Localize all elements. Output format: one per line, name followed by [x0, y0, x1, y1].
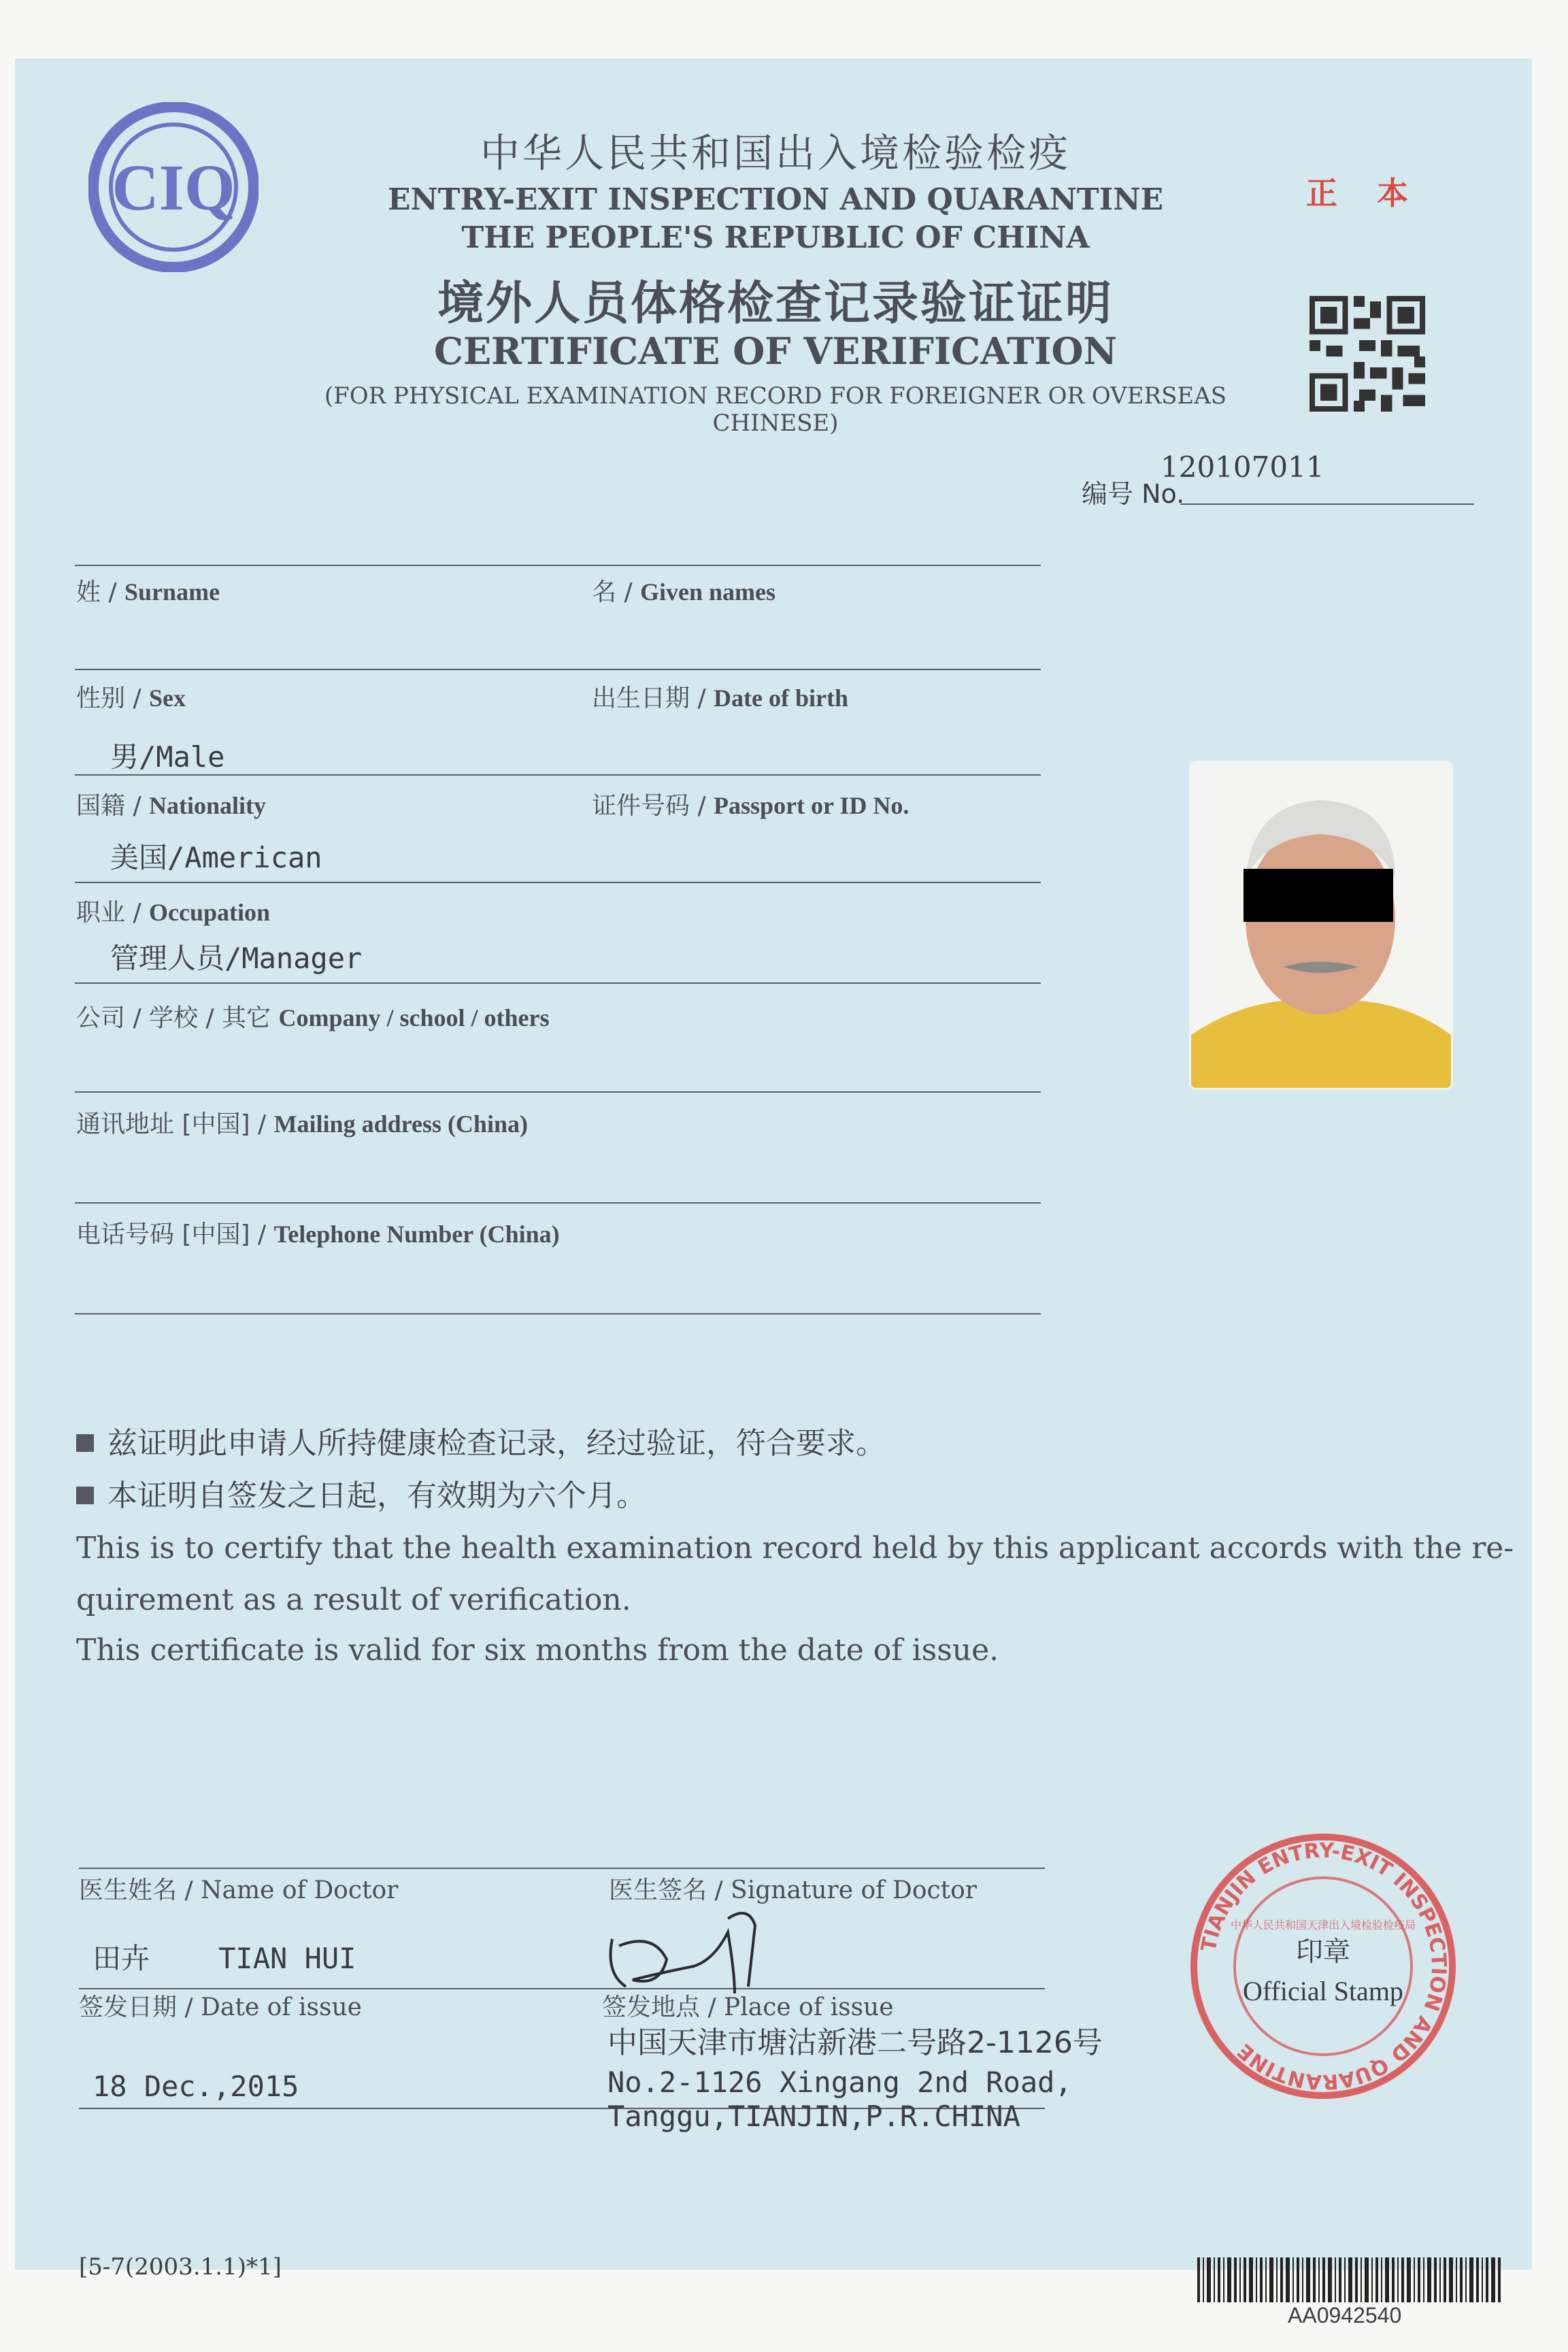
passport-label: 证件号码 / Passport or ID No. [592, 792, 910, 820]
doctor-name-value: 田卉 TIAN HUI [93, 1942, 356, 1975]
nationality-label: 国籍 / Nationality [76, 792, 267, 820]
statement-en-2: quirement as a result of verification. [76, 1583, 631, 1617]
stamp-center-text: 中华人民共和国天津出入境检验检疫局 [1230, 1919, 1416, 1932]
applicant-photo [1189, 761, 1453, 1090]
barcode-number: AA0942540 [1288, 2303, 1402, 2328]
field-line [75, 1091, 1041, 1093]
authority-title-zh: 中华人民共和国出入境检验检疫 [480, 130, 1071, 176]
nationality-value: 美国/American [110, 841, 322, 874]
statement-en-1: This is to certify that the health examination record held by this applicant accords with the re- [76, 1531, 1514, 1566]
certificate-title-en: CERTIFICATE OF VERIFICATION [434, 329, 1117, 373]
statement-zh-1: 兹证明此申请人所持健康检查记录，经过验证，符合要求。 [76, 1419, 886, 1462]
doctor-signature-label: 医生签名 / Signature of Doctor [609, 1876, 977, 1904]
certificate-subtitle: (FOR PHYSICAL EXAMINATION RECORD FOR FOREIGNER OR OVERSEAS CHINESE) [324, 382, 1227, 437]
authority-title-en-line1: ENTRY-EXIT INSPECTION AND QUARANTINE [387, 182, 1163, 217]
stamp-ring-text: TIANJIN ENTRY-EXIT INSPECTION AND QUARANTINE [1197, 1838, 1451, 2094]
stamp-label-zh: 印章 [1296, 1936, 1350, 1968]
authority-title-en-line2: THE PEOPLE'S REPUBLIC OF CHINA [461, 220, 1090, 255]
date-of-issue-value: 18 Dec.,2015 [93, 2070, 299, 2103]
stamp-label-en: Official Stamp [1243, 1976, 1403, 2006]
logo-text: CIQ [112, 151, 235, 224]
field-line [75, 1202, 1041, 1204]
date-of-issue-label: 签发日期 / Date of issue [79, 1993, 362, 2021]
barcode-icon [1197, 2257, 1503, 2302]
telephone-label: 电话号码 [中国] / Telephone Number (China) [76, 1221, 560, 1248]
field-line [75, 565, 1041, 566]
occupation-value: 管理人员/Manager [110, 942, 363, 975]
statement-en-3: This certificate is valid for six months from the date of issue. [76, 1633, 999, 1668]
statement-zh-2: 本证明自签发之日起，有效期为六个月。 [76, 1471, 646, 1514]
given-names-label: 名 / Given names [592, 578, 776, 606]
company-label: 公司 / 学校 / 其它 Company / school / others [76, 1004, 550, 1032]
place-of-issue-en-1: No.2-1126 Xingang 2nd Road, [607, 2066, 1072, 2099]
place-of-issue-zh: 中国天津市塘沽新港二号路2-1126号 [607, 2025, 1103, 2060]
bullet-icon [76, 1434, 94, 1452]
official-stamp [1187, 1830, 1459, 2102]
certificate-title-zh: 境外人员体格检查记录验证证明 [437, 277, 1114, 331]
field-line [75, 1313, 1041, 1314]
form-code: [5-7(2003.1.1)*1] [79, 2253, 282, 2281]
qr-code-icon [1310, 296, 1425, 412]
surname-label: 姓 / Surname [76, 578, 220, 606]
field-line [75, 882, 1041, 883]
sex-label: 性别 / Sex [76, 684, 186, 712]
photo-redaction-bar [1244, 869, 1393, 922]
doctor-signature [599, 1891, 816, 2000]
doctor-name-label: 医生姓名 / Name of Doctor [79, 1876, 399, 1904]
mailing-address-label: 通讯地址 [中国] / Mailing address (China) [76, 1110, 528, 1138]
serial-underline [1180, 503, 1474, 505]
ciq-logo [88, 102, 258, 272]
serial-label: 编号 No. [1082, 479, 1185, 509]
field-line [75, 669, 1041, 670]
field-line [75, 982, 1041, 984]
sex-value: 男/Male [110, 740, 225, 774]
dob-label: 出生日期 / Date of birth [592, 684, 848, 712]
place-of-issue-en-2: Tanggu,TIANJIN,P.R.CHINA [607, 2100, 1020, 2133]
occupation-label: 职业 / Occupation [76, 899, 271, 927]
field-line [79, 1868, 1045, 1869]
serial-number: 120107011 [1161, 450, 1324, 484]
bullet-icon [76, 1487, 94, 1504]
place-of-issue-label: 签发地点 / Place of issue [602, 1993, 894, 2021]
original-mark: 正本 [1306, 175, 1448, 212]
